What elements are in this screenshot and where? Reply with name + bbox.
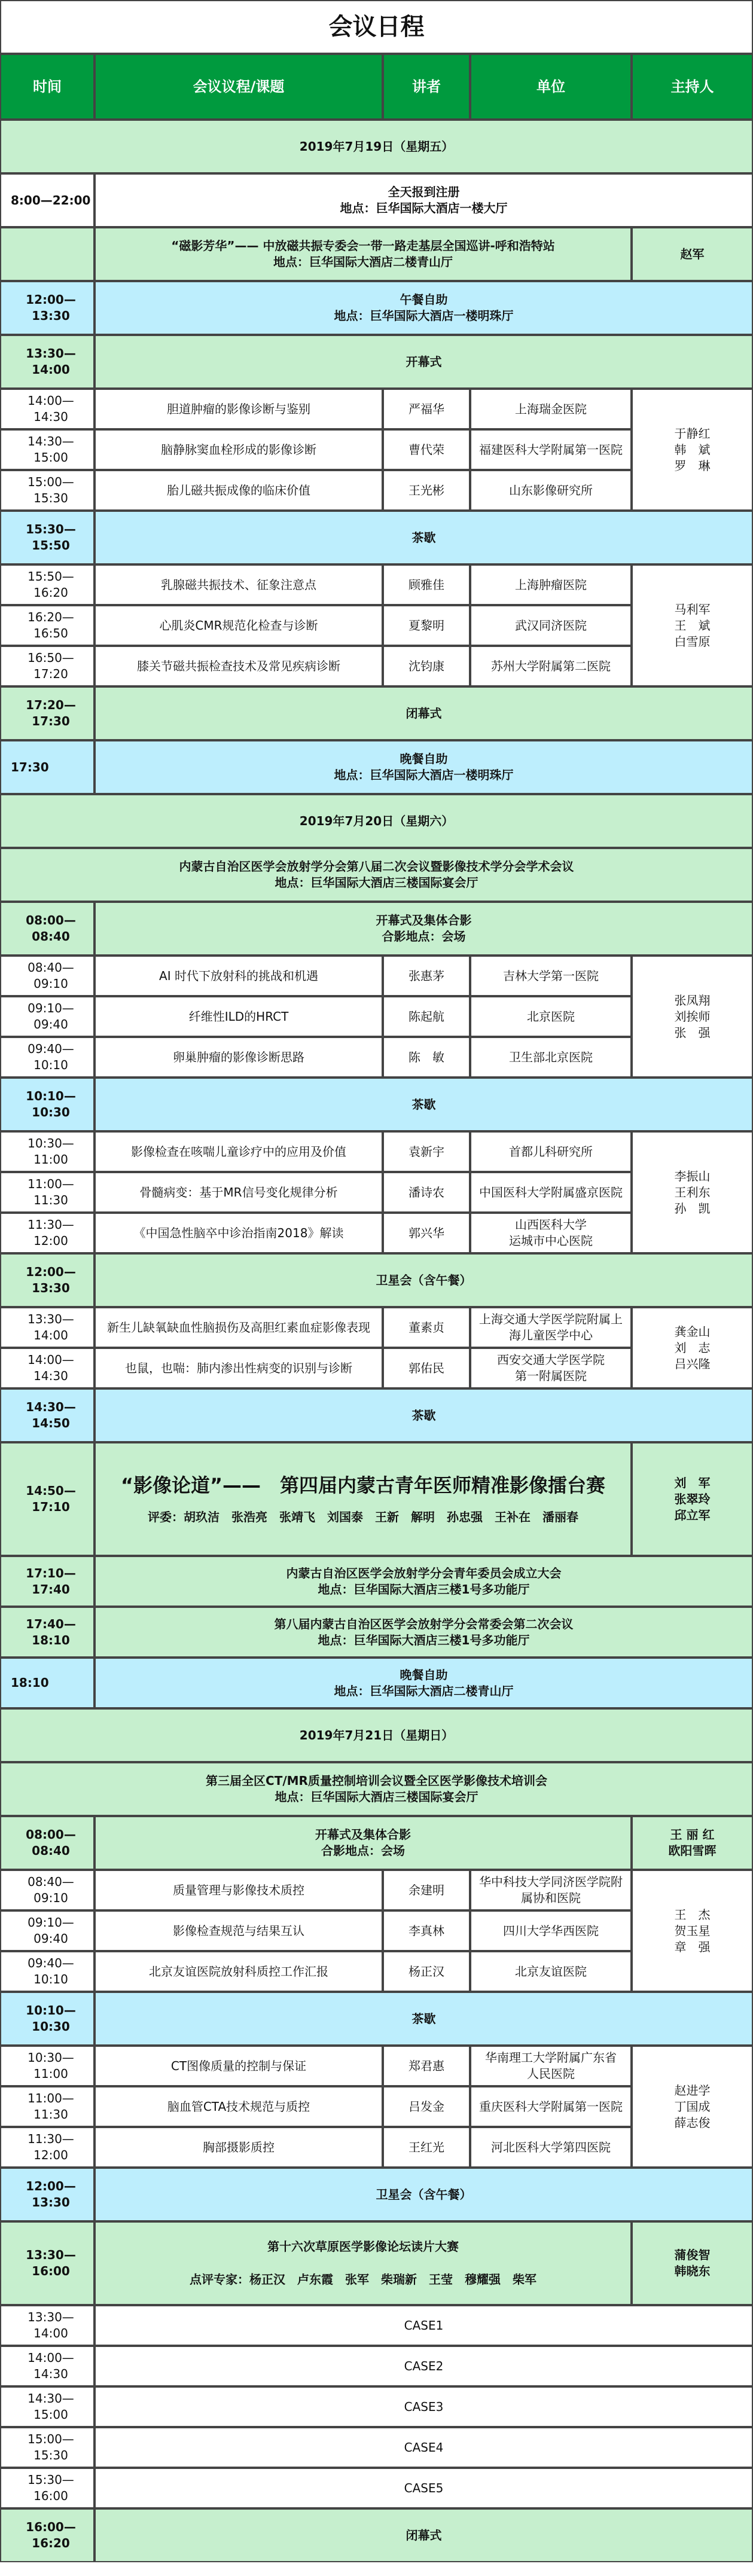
session-line: “磁影芳华”—— 中放磁共振专委会一带一路走基层全国巡讲-呼和浩特站 [171, 239, 555, 253]
unit-cell: 苏州大学附属第二医院 [470, 646, 632, 686]
session-line: 地点：巨华国际大酒店三楼1号多功能厅 [318, 1582, 530, 1597]
table-row [0, 902, 753, 956]
topic-cell: AI 时代下放射科的挑战和机遇 [94, 956, 383, 996]
time-cell: 14:30—14:50 [0, 1388, 94, 1442]
host-cell: 于静红 韩 斌 罗 琳 [632, 389, 753, 511]
day-header: 2019年7月19日（星期五） [0, 120, 753, 173]
session-cell [94, 173, 753, 227]
unit-cell: 华南理工大学附属广东省 人民医院 [470, 2046, 632, 2086]
session-cell [94, 1607, 753, 1658]
unit-cell: 河北医科大学第四医院 [470, 2127, 632, 2168]
unit-cell: 上海瑞金医院 [470, 389, 632, 429]
header-host: 主持人 [632, 54, 753, 120]
time-cell: 15:50—16:20 [0, 564, 94, 605]
session-line: 茶歇 [411, 1408, 436, 1423]
topic-cell: 北京友谊医院放射科质控工作汇报 [94, 1951, 383, 1992]
unit-cell: 华中科技大学同济医学院附 属协和医院 [470, 1870, 632, 1910]
forum-cell [94, 1442, 632, 1556]
session-line: 闭幕式 [406, 2528, 442, 2543]
unit-cell: 重庆医科大学附属第一医院 [470, 2086, 632, 2127]
host-cell: 王 丽 红 欧阳雪晖 [632, 1816, 753, 1870]
topic-cell: 脑静脉窦血栓形成的影像诊断 [94, 429, 383, 470]
time-cell: 08:40—09:10 [0, 1870, 94, 1910]
table-row [0, 1078, 753, 1131]
speaker-cell: 陈 敏 [383, 1037, 470, 1078]
header-topic: 会议议程/课题 [94, 54, 383, 120]
unit-cell: 卫生部北京医院 [470, 1037, 632, 1078]
time-cell: 10:10—10:30 [0, 1992, 94, 2046]
time-cell: 14:00—14:30 [0, 1348, 94, 1388]
speaker-cell: 沈钧康 [383, 646, 470, 686]
session-cell [94, 511, 753, 564]
table-row [0, 848, 753, 902]
banner-line: 内蒙古自治区医学会放射学分会第八届二次会议暨影像技术学分会学术会议 [179, 859, 574, 874]
time-cell: 18:10 [0, 1658, 94, 1708]
session-cell [94, 2221, 632, 2305]
table-row [0, 1442, 753, 1556]
session-cell [94, 335, 753, 389]
speaker-cell: 李真林 [383, 1910, 470, 1951]
time-cell: 13:30—16:00 [0, 2221, 94, 2305]
session-cell [94, 1078, 753, 1131]
session-line: 第八届内蒙古自治区医学会放射学分会常委会第二次会议 [274, 1616, 574, 1631]
header-row [0, 54, 753, 120]
unit-cell: 北京医院 [470, 996, 632, 1037]
session-line: 地点：巨华国际大酒店一楼明珠厅 [334, 309, 514, 323]
time-cell: 10:10—10:30 [0, 1078, 94, 1131]
table-row [0, 120, 753, 173]
time-cell: 08:00—08:40 [0, 1816, 94, 1870]
time-cell: 14:30—15:00 [0, 429, 94, 470]
speaker-cell: 余建明 [383, 1870, 470, 1910]
session-line: 晚餐自助 [400, 752, 448, 766]
day-header: 2019年7月21日（星期日） [0, 1708, 753, 1762]
session-banner [0, 1762, 753, 1816]
speaker-cell: 陈起航 [383, 996, 470, 1037]
session-line: 茶歇 [411, 1097, 436, 1112]
speaker-cell: 王红光 [383, 2127, 470, 2168]
table-row [0, 1388, 753, 1442]
time-cell: 8:00—22:00 [0, 173, 94, 227]
speaker-cell: 杨正汉 [383, 1951, 470, 1992]
topic-cell: 胆道肿瘤的影像诊断与鉴别 [94, 389, 383, 429]
topic-cell: 纤维性ILD的HRCT [94, 996, 383, 1037]
topic-cell: 骨髓病变：基于MR信号变化规律分析 [94, 1172, 383, 1213]
header-unit: 单位 [470, 54, 632, 120]
unit-cell: 四川大学华西医院 [470, 1910, 632, 1951]
time-cell: 09:40—10:10 [0, 1951, 94, 1992]
table-row [0, 1762, 753, 1816]
title-row [0, 0, 753, 54]
session-line: 卫星会（含午餐） [376, 2187, 472, 2202]
case-cell: CASE3 [94, 2386, 753, 2427]
topic-cell: 乳腺磁共振技术、征象注意点 [94, 564, 383, 605]
host-cell: 龚金山 刘 志 吕兴隆 [632, 1307, 753, 1388]
speaker-cell: 夏黎明 [383, 605, 470, 646]
session-line: 地点：巨华国际大酒店二楼青山厅 [334, 1683, 514, 1698]
case-cell: CASE2 [94, 2346, 753, 2386]
table-row [0, 2305, 753, 2346]
speaker-cell: 郭佑民 [383, 1348, 470, 1388]
session-line: 第十六次草原医学影像论坛读片大赛 [267, 2239, 459, 2254]
unit-cell: 北京友谊医院 [470, 1951, 632, 1992]
time-cell: 08:00—08:40 [0, 902, 94, 956]
topic-cell: 质量管理与影像技术质控 [94, 1870, 383, 1910]
case-cell: CASE4 [94, 2427, 753, 2468]
time-cell: 10:30—11:00 [0, 1131, 94, 1172]
time-cell: 10:30—11:00 [0, 2046, 94, 2086]
session-line: 合影地点：会场 [382, 929, 466, 944]
time-cell: 16:00—16:20 [0, 2508, 94, 2562]
topic-cell: 影像检查在咳喘儿童诊疗中的应用及价值 [94, 1131, 383, 1172]
time-cell: 17:40—18:10 [0, 1607, 94, 1658]
speaker-cell: 曹代荣 [383, 429, 470, 470]
topic-cell: 《中国急性脑卒中诊治指南2018》解读 [94, 1213, 383, 1253]
time-cell: 09:10—09:40 [0, 1910, 94, 1951]
time-cell [0, 227, 94, 281]
session-line: 地点：巨华国际大酒店二楼青山厅 [273, 255, 453, 269]
table-row [0, 1556, 753, 1607]
topic-cell: 新生儿缺氧缺血性脑损伤及高胆红素血症影像表现 [94, 1307, 383, 1348]
time-cell: 12:00—13:30 [0, 281, 94, 335]
speaker-cell: 顾雅佳 [383, 564, 470, 605]
session-cell [94, 2508, 753, 2562]
unit-cell: 上海肿瘤医院 [470, 564, 632, 605]
session-cell [94, 1388, 753, 1442]
table-row [0, 227, 753, 281]
time-cell: 13:30—14:00 [0, 335, 94, 389]
time-cell: 14:30—15:00 [0, 2386, 94, 2427]
host-cell: 赵军 [632, 227, 753, 281]
table-row [0, 2427, 753, 2468]
session-cell [94, 227, 632, 281]
unit-cell: 山东影像研究所 [470, 470, 632, 511]
table-row [0, 2508, 753, 2562]
banner-line: 地点：巨华国际大酒店三楼国际宴会厅 [275, 1790, 478, 1804]
time-cell: 16:50—17:20 [0, 646, 94, 686]
session-cell [94, 1556, 753, 1607]
host-cell: 李振山 王利东 孙 凯 [632, 1131, 753, 1253]
time-cell: 17:30 [0, 740, 94, 794]
topic-cell: 胎儿磁共振成像的临床价值 [94, 470, 383, 511]
host-cell: 马利军 王 斌 白雪原 [632, 564, 753, 686]
host-cell: 赵进学 丁国成 薛志俊 [632, 2046, 753, 2168]
table-row [0, 1253, 753, 1307]
time-cell: 15:30—15:50 [0, 511, 94, 564]
time-cell: 11:30—12:00 [0, 1213, 94, 1253]
time-cell: 09:40—10:10 [0, 1037, 94, 1078]
session-line: 卫星会（含午餐） [376, 1272, 472, 1287]
speaker-cell: 严福华 [383, 389, 470, 429]
time-cell: 12:00—13:30 [0, 2168, 94, 2221]
table-row [0, 794, 753, 848]
forum-judges: 评委：胡玖洁 张浩亮 张靖飞 刘国泰 王新 解明 孙忠强 王补在 潘丽春 [148, 1510, 578, 1525]
unit-cell: 上海交通大学医学院附属上 海儿童医学中心 [470, 1307, 632, 1348]
topic-cell: 膝关节磁共振检查技术及常见疾病诊断 [94, 646, 383, 686]
session-line: 茶歇 [411, 530, 436, 545]
topic-cell: 心肌炎CMR规范化检查与诊断 [94, 605, 383, 646]
time-cell: 08:40—09:10 [0, 956, 94, 996]
session-cell [94, 1253, 753, 1307]
session-line: 茶歇 [411, 2011, 436, 2026]
host-cell: 刘 军 张翠玲 邱立军 [632, 1442, 753, 1556]
topic-cell: 也鼠，也喘：肺内渗出性病变的识别与诊断 [94, 1348, 383, 1388]
unit-cell: 中国医科大学附属盛京医院 [470, 1172, 632, 1213]
table-row [0, 1992, 753, 2046]
topic-cell: 胸部摄影质控 [94, 2127, 383, 2168]
table-row [0, 1816, 753, 1870]
session-cell [94, 1992, 753, 2046]
header-speaker: 讲者 [383, 54, 470, 120]
table-row [0, 1607, 753, 1658]
table-row [0, 281, 753, 335]
session-line: 地点：巨华国际大酒店一楼大厅 [340, 201, 508, 215]
time-cell: 11:30—12:00 [0, 2127, 94, 2168]
session-line: 闭幕式 [406, 706, 442, 721]
time-cell: 14:00—14:30 [0, 2346, 94, 2386]
time-cell: 16:20—16:50 [0, 605, 94, 646]
host-cell: 张凤翔 刘挨师 张 强 [632, 956, 753, 1078]
session-cell [94, 2168, 753, 2221]
header-time: 时间 [0, 54, 94, 120]
session-cell [94, 1816, 632, 1870]
day-header: 2019年7月20日（星期六） [0, 794, 753, 848]
session-line: 合影地点：会场 [321, 1844, 405, 1858]
table-row [0, 740, 753, 794]
case-cell: CASE1 [94, 2305, 753, 2346]
speaker-cell: 郭兴华 [383, 1213, 470, 1253]
case-cell: CASE5 [94, 2468, 753, 2508]
time-cell: 14:00—14:30 [0, 389, 94, 429]
table-row [0, 2386, 753, 2427]
unit-cell: 山西医科大学 运城市中心医院 [470, 1213, 632, 1253]
topic-cell: 卵巢肿瘤的影像诊断思路 [94, 1037, 383, 1078]
session-line: 开幕式 [406, 354, 442, 369]
time-cell: 09:10—09:40 [0, 996, 94, 1037]
speaker-cell: 吕发金 [383, 2086, 470, 2127]
speaker-cell: 郑君惠 [383, 2046, 470, 2086]
speaker-cell: 张惠茅 [383, 956, 470, 996]
table-row [0, 511, 753, 564]
unit-cell: 吉林大学第一医院 [470, 956, 632, 996]
time-cell: 13:30—14:00 [0, 1307, 94, 1348]
unit-cell: 武汉同济医院 [470, 605, 632, 646]
session-line: 地点：巨华国际大酒店三楼1号多功能厅 [318, 1632, 530, 1647]
topic-cell: 脑血管CTA技术规范与质控 [94, 2086, 383, 2127]
forum-title: “影像论道”—— 第四届内蒙古青年医师精准影像擂台赛 [120, 1473, 606, 1497]
time-cell: 15:00—15:30 [0, 2427, 94, 2468]
table-row [0, 2468, 753, 2508]
time-cell: 17:10—17:40 [0, 1556, 94, 1607]
table-row [0, 686, 753, 740]
session-line: 午餐自助 [400, 292, 448, 307]
speaker-cell: 董素贞 [383, 1307, 470, 1348]
unit-cell: 福建医科大学附属第一医院 [470, 429, 632, 470]
session-line: 地点：巨华国际大酒店一楼明珠厅 [334, 768, 514, 782]
host-cell: 王 杰 贺玉星 章 强 [632, 1870, 753, 1992]
speaker-cell: 王光彬 [383, 470, 470, 511]
page-title: 会议日程 [0, 0, 753, 54]
table-row [0, 173, 753, 227]
time-cell: 12:00—13:30 [0, 1253, 94, 1307]
time-cell: 13:30—14:00 [0, 2305, 94, 2346]
session-line: 内蒙古自治区医学会放射学分会青年委员会成立大会 [286, 1565, 562, 1580]
topic-cell: CT图像质量的控制与保证 [94, 2046, 383, 2086]
session-cell [94, 686, 753, 740]
session-line: 开幕式及集体合影 [376, 913, 472, 927]
session-line: 开幕式及集体合影 [315, 1827, 411, 1842]
table-row [0, 2221, 753, 2305]
time-cell: 15:30—16:00 [0, 2468, 94, 2508]
session-line: 全天报到注册 [388, 185, 460, 199]
session-cell [94, 1658, 753, 1708]
banner-line: 第三届全区CT/MR质量控制培训会议暨全区医学影像技术培训会 [206, 1774, 547, 1788]
unit-cell: 首都儿科研究所 [470, 1131, 632, 1172]
time-cell: 17:20—17:30 [0, 686, 94, 740]
unit-cell: 西安交通大学医学院 第一附属医院 [470, 1348, 632, 1388]
session-cell [94, 740, 753, 794]
session-line: 晚餐自助 [400, 1667, 448, 1682]
session-line: 点评专家：杨正汉 卢东霞 张军 柴瑞新 王莹 穆耀强 柴军 [190, 2272, 536, 2287]
time-cell: 14:50—17:10 [0, 1442, 94, 1556]
speaker-cell: 袁新宇 [383, 1131, 470, 1172]
banner-line: 地点：巨华国际大酒店三楼国际宴会厅 [275, 875, 478, 890]
session-cell [94, 902, 753, 956]
time-cell: 15:00—15:30 [0, 470, 94, 511]
topic-cell: 影像检查规范与结果互认 [94, 1910, 383, 1951]
session-banner [0, 848, 753, 902]
host-cell: 蒲俊智 韩晓东 [632, 2221, 753, 2305]
session-cell [94, 281, 753, 335]
speaker-cell: 潘诗农 [383, 1172, 470, 1213]
table-row [0, 2168, 753, 2221]
table-row [0, 2346, 753, 2386]
table-row [0, 335, 753, 389]
table-row [0, 1708, 753, 1762]
time-cell: 11:00—11:30 [0, 1172, 94, 1213]
time-cell: 11:00—11:30 [0, 2086, 94, 2127]
table-row [0, 1658, 753, 1708]
